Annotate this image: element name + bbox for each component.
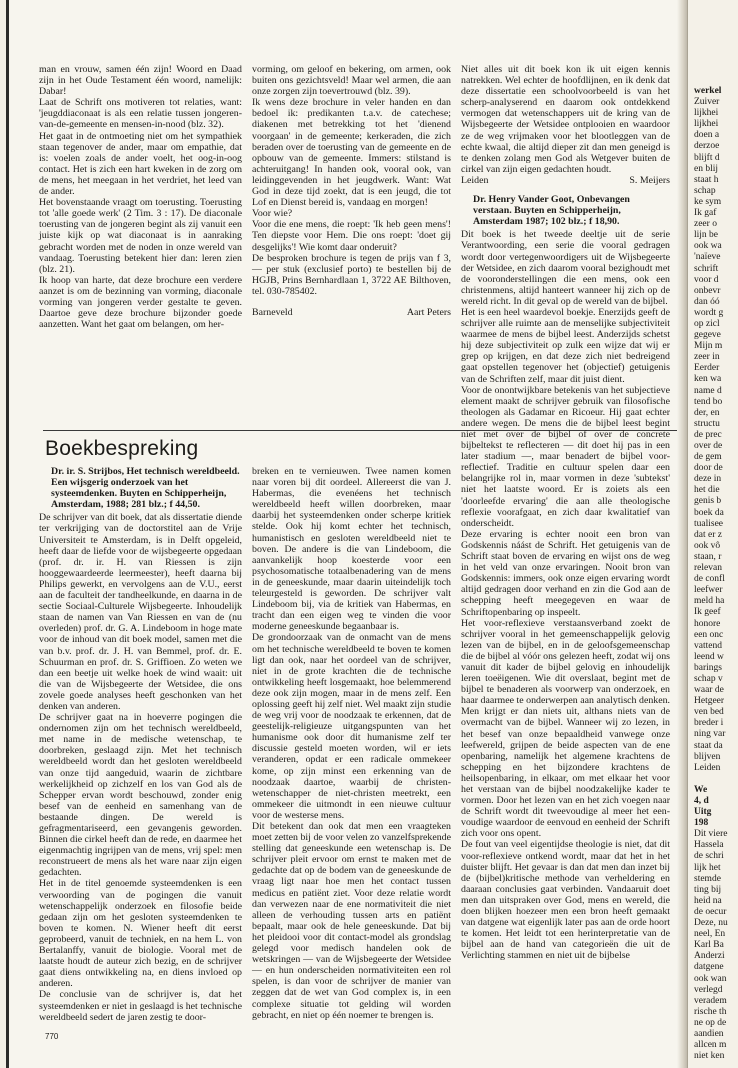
facing-page-line: leend w — [694, 651, 724, 662]
paragraph: De besproken brochure is tegen de prijs van f 3,— per stuk (exclusief porto) te bestellen bij de HGJB, Prins Bernhardlaan 1, 3722 AE Bilthoven, tel. 030-785402. — [252, 252, 451, 297]
paragraph: Laat de Schrift ons motiveren tot relaties, want: 'jeugddiaconaat is als een relatie tussen jongeren-van-de-gemeente en mensen-in-nood (blz. 32). — [39, 97, 242, 131]
facing-page-line: schap v — [694, 673, 723, 684]
facing-page-line: Leiden — [694, 762, 721, 773]
paragraph: Het is een heel waardevol boekje. Enerzijds geeft de schrijver alle ruimte aan de menselijke subjectiviteit waarmee de mens de bijbel leest. Anderzijds schetst hij deze subjectiviteit op zulk een wijze dat wij er grep op krijgen, en dat deze zich niet bedreigend gaat opstellen tegenover het (objectief) getuigenis van de Schriften zelf, maar dit juist dient. — [461, 306, 670, 385]
facing-page-line: over de — [694, 441, 723, 451]
facing-page-line: de gem — [694, 452, 722, 463]
facing-page-line: op zicl — [694, 318, 720, 329]
facing-page-line: Karl Ba — [694, 940, 724, 951]
facing-page-line: Zuiver — [694, 97, 720, 108]
facing-page-line: wordt g — [694, 307, 724, 318]
facing-page-line: ken wa — [694, 374, 722, 385]
facing-page-line: zeer o — [694, 219, 717, 230]
review-1-column-2 — [252, 466, 451, 1021]
facing-page-line: onbevr — [694, 285, 721, 296]
facing-page-line: 4, d — [694, 796, 709, 806]
paragraph: Ik wens deze brochure in veler handen en dan bedoel ik: predikanten t.a.v. de catechese; diakenen met betrekking tot het 'dienend voorgaan' in de gemeente; kerkeraden, die zich beraden over de toerusting van de gemeente en de opbouw van de gemeente. Immers: stilstand is achteruitgang! In handen ook, vooral ook, van leidinggevenden in het jeugdwerk. Want: Wat God in deze tijd zoekt, dat is een jeugd, die tot Lof en Dienst bereid is, vandaag en morgen! — [252, 97, 451, 209]
facing-page-line: door de — [694, 463, 723, 474]
facing-page-line: lijn be — [694, 230, 719, 241]
facing-page-line: derzoe — [694, 141, 720, 152]
book-gutter — [677, 0, 687, 1068]
facing-page-line: neel, En — [694, 929, 726, 940]
facing-page-line: barings — [694, 662, 722, 673]
column-top-left — [39, 64, 242, 330]
facing-page-line: breder i — [694, 718, 724, 729]
facing-page-line: dan óó — [694, 296, 720, 307]
signature-name: S. Meijers — [629, 174, 670, 186]
facing-page-line: ook wa — [694, 241, 722, 252]
facing-page-line: Deze, nu — [694, 918, 728, 929]
signature-place: Barneveld — [252, 306, 293, 318]
facing-page-line: stemde — [694, 873, 721, 884]
facing-page-line: werkel — [694, 86, 722, 96]
facing-page-line: relevan — [694, 563, 722, 574]
facing-page-line: heid na — [694, 895, 722, 906]
paragraph: Deze ervaring is echter nooit een bron van Godskennis náást de Schrift. Het getuigenis van de Schrift staat boven de ervaring en wijst ons de weg in het veld van onze ervaringen. Nooit bron van Godskennis: immers, ook onze eigen ervaring wordt altijd gedragen door verhand en zin die God aan de schepping heeft meegegeven en waar de Schriftopenbaring op inspeelt. — [461, 528, 670, 618]
facing-page-line: We — [694, 784, 708, 795]
facing-page-line: Dit viere — [694, 829, 728, 840]
paragraph: breken en te vernieuwen. Twee namen komen naar voren bij dit oordeel. Allereerst die van J. Habermas, die evenéens het technisch wereldbeeld heeft willen doorbreken, maar daarbij het systeemdenken onder scherpe kritiek stelde. Ook hij komt echter het technisch, humanistisch en gesloten wereldbeeld niet te boven. De andere is die van Lindeboom, die aanvankelijk hoop koesterde voor een psychosomatische totaalbenadering van de mens in de geneeskunde, maar daarin uiteindelijk toch teleurgesteld is geworden. De schrijver valt Lindeboom bij, via de kritiek van Habermas, en tracht dan een eigen weg te vinden die voor moderne geneeskunde begaanbaar is. — [252, 466, 451, 633]
facing-page-line: lijkhei — [694, 119, 719, 130]
paragraph: De conclusie van de schrijver is, dat het systeemdenken er niet in geslaagd is het technische wereldbeeld sedert de jaren zestig te door- — [39, 989, 242, 1023]
facing-page-line: ook wan — [694, 973, 727, 984]
paragraph: De schrijver gaat na in hoeverre pogingen die ondernomen zijn om het technisch wereldbeeld, met name in de medische wetenschap, te doorbreken, geslaagd zijn. Met het technisch wereldbeeld wordt dan het gesloten wereldbeeld van onze tijd aangeduid, waarin de zichtbare werkelijkheid op zichzelf en los van God als de Schepper ervan wordt beschouwd, zonder enig besef van de eenheid en samenhang van de bestaande dingen. De wereld is gefragmentariseerd, een gevangenis geworden. Binnen die cirkel heeft dan de rede, en daarmee het eigenmachtig ingrijpen van de mens, vrij spel: men reconstrueert de mens als het ware naar zijn eigen gedachten. — [39, 712, 242, 879]
review-1-column-1 — [39, 466, 242, 1023]
paragraph: Dit betekent dan ook dat men een vraagteken moet zetten bij de voor velen zo vanzelfsprekende stelling dat geneeskunde een wetenschap is. De schrijver pleit ervoor om ernst te maken met de gedachte dat op de bodem van de geneeskunde de vraag ligt naar hoe men het contact tussen medicus en patiënt ziet. Voor deze relatie wordt dan verwezen naar de ene normativiteit die niet alleen de verhouding tussen arts en patiënt bepaalt, maar ook de hele geneeskunde. Dat bij het pleidooi voor dit contact-model als grondslag gelegd voor medisch handelen ook de wetskringen — van de Wijsbegeerte der Wetsidee — en hun onderscheiden normativiteiten een rol spelen, is dan voor de schrijver de manier van zeggen dat de wet van God complex is, in een complexe situatie tot gelding wil worden gebracht, en niet op één noemer te brengen is. — [252, 821, 451, 1021]
facing-page-line: de prec — [694, 429, 722, 440]
facing-page-line: tualisee — [694, 518, 724, 529]
facing-page-line: zeer in — [694, 352, 720, 363]
facing-page-line: genis b — [694, 496, 722, 507]
facing-page-line: structu — [694, 418, 720, 429]
facing-page-line: Anderzi — [694, 951, 725, 962]
facing-page-line: 'naïeve — [694, 252, 721, 263]
paragraph: De fout van veel eigentijdse theologie is niet, dat dit voor-reflexieve ontkend wordt, maar dat het in het duister blijft. Het gevaar is dan dat men dan inzet bij de (bijbel)kritische methode van verheldering en daaraan conclusies gaat verbinden. Vandaaruit doet men dan uitspraken over God, mens en wereld, die doen blijken hoezeer men een bron heeft gemaakt van datgene wat eigenlijk later pas aan de orde hoort te komen. Het leidt tot een herinterpretatie van de bijbel aan de hand van categorieën die uit de Verlichting stammen en niet uit de bijbelse — [461, 839, 670, 962]
review-1-heading: Dr. ir. S. Strijbos, Het technisch wereldbeeld. Een wijsgerig onderzoek van het systeemdenken. Buyten en Schipperheijn, Amsterdam, 1988; 281 blz.; f 44,50. — [51, 466, 240, 511]
facing-page-line: Hetgeer — [694, 696, 725, 707]
paragraph: Ik hoop van harte, dat deze brochure een verdere aanzet is om de bezinning van vorming, diaconale vorming van jongeren verder gestalte te geven. Daartoe geve deze brochure bijzonder goede aanzetten. Want het gaat om belangen, om her- — [39, 274, 242, 331]
facing-page-line: staat da — [694, 740, 723, 751]
column-right — [461, 64, 670, 962]
paragraph: Voor wie? — [252, 208, 293, 220]
facing-page-line: meld ha — [694, 596, 725, 607]
facing-page-line: lijkhei — [694, 108, 719, 119]
magazine-page — [6, 0, 711, 1068]
facing-page-line: staat h — [694, 174, 719, 185]
facing-page-line: ven bed — [694, 707, 724, 718]
paragraph: Voor de onontwijkbare betekenis van het subjectieve element maakt de schrijver gebruik van filosofische theologen als Gadamar en Ricoeur. Hij gaat echter andere wegen. De mens die de bijbel leest begint niet met over de bijbel of over de concrete bijbeltekst te reflecteren — dit doet hij pas in een later stadium —, maar benadert de bijbel voor-reflectief. Traditie en cultuur spelen daar een belangrijke rol in, maar vormen in deze 'subtekst' niet het laatste woord. Er is zoiets als een 'doorleefde ervaring' die aan alle theologische reflexie voorafgaat, en zich daar kwalitatief van onderscheidt. — [461, 384, 670, 529]
facing-page-line: aandien — [694, 1028, 724, 1039]
facing-page-line: en blij — [694, 163, 719, 174]
facing-page-line: deze in — [694, 474, 722, 485]
facing-page-line: boek da — [694, 507, 724, 518]
facing-page-line: Eerder — [694, 363, 720, 374]
facing-page-line: allcen m — [694, 1040, 727, 1051]
facing-page-line: tend bo — [694, 396, 723, 407]
review-2-heading: Dr. Henry Vander Goot, Onbevangen verstaan. Buyten en Schipperheijn, Amsterdam 1987; 102 blz.; f 18,90. — [473, 194, 630, 228]
signature-place: Leiden — [461, 174, 489, 186]
facing-page-line: het die — [694, 485, 720, 496]
facing-page-line: de oecur — [694, 906, 727, 917]
paragraph: Het bovenstaande vraagt om toerusting. Toerusting tot 'alle goede werk' (2 Tim. 3 : 17). De diaconale toerusting van de jongeren begint als zij vanuit een juiste kijk op wat diaconaat is in aanraking gebracht worden met de noden in onze wereld van vandaag. Toerusting betekent hier dan: leren zien (blz. 21). — [39, 197, 242, 275]
facing-page-line: Ik geef — [694, 607, 721, 618]
facing-page-line: ke sym — [694, 196, 722, 207]
facing-page-line: veradem — [694, 995, 727, 1006]
facing-page-line: gegeve — [694, 330, 721, 341]
facing-page-line: verlegd — [694, 984, 723, 995]
facing-page-line: Uitg — [694, 807, 712, 818]
facing-page-line: 198 — [694, 818, 709, 829]
facing-page-line: leefwer — [694, 585, 723, 596]
paragraph: man en vrouw, samen één zijn! Woord en Daad zijn in het Oude Testament één woord, namelijk: Dabar! — [39, 64, 242, 98]
facing-page-line: ning var — [694, 729, 726, 740]
facing-page-line: Hassela — [694, 840, 724, 851]
facing-page-edge — [687, 0, 738, 1068]
facing-page-line: Ik gaf — [694, 208, 717, 219]
facing-page-line: voor d — [694, 274, 719, 285]
paragraph: Het gaat in de ontmoeting niet om het sympathiek staan tegenover de ander, maar om empathie, dat is: voelen zoals de ander voelt, het oog-in-oog contact. Het is zich een hart kweken in de zorg om de mens, het meegaan in het verdriet, het leed van de ander. — [39, 130, 242, 198]
facing-page-line: schrift — [694, 263, 719, 274]
facing-page-line: de schri — [694, 851, 724, 862]
paragraph: Het voor-reflexieve verstaansverband zoekt de schrijver vooral in het gemeenschappelijk gelovig lezen van de bijbel, en in de geloofsgemeenschap die de bijbel al vóór ons gelezen heeft, zodat wij ons vanuit dit kader de bijbel gelovig en inhoudelijk leren toeëigenen. Wie dit overslaat, begint met de bijbel te benaderen als voorwerp van onderzoek, en haar daarmee te onderwerpen aan analytisch denken. Men krijgt er dan niets uit, althans niets van de overmacht van de bijbel. Wanneer wij zo lezen, in het besef van onze bepaaldheid vanwege onze leefwereld, grijpen de beide aspecten van de ene openbaring, namelijk het algemene krachtens de schepping en het bijzondere krachtens de heilsopenbaring, in elkaar, om met elkaar het voor het verstaan van de bijbel noodzakelijke kader te vormen. Door het lezen van en het zich voegen naar de Schrift wordt dit tweevoudige al meer het een-voudige waardoor de eenvoud en eenheid der Schrift zich voor ons opent. — [461, 617, 670, 840]
facing-page-line: lijk het — [694, 862, 721, 873]
facing-page-line: schap — [694, 185, 716, 196]
signature — [252, 307, 451, 318]
facing-page-line: name d — [694, 385, 722, 396]
page-number: 770 — [45, 1032, 59, 1041]
facing-page-line: ook vô — [694, 540, 721, 551]
facing-page-line: staan, r — [694, 551, 722, 562]
paragraph: Het in de titel genoemde systeemdenken is een verwoording van de pogingen die vanuit wetenschappelijk onderzoek en filosofie beide gedaan zijn om het gesloten systeemdenken te boven te komen. N. Wiener heeft dit eerst geprobeerd, vanuit de techniek, en na hem L. von Bertalanffy, vanuit de biologie. Vooral met de laatste houdt de auteur zich bezig, en de schrijver gaat diens ontwikkeling na, en diens invloed op anderen. — [39, 878, 242, 990]
paragraph: De schrijver van dit boek, dat als dissertatie diende ter verkrijging van de doctorstitel aan de Vrije Universiteit te Amsterdam, is in Delft opgeleid, heeft daar de liefde voor de wijsbegeerte opgedaan (prof. dr. ir. H. van Riessen is zijn hooggewaardeerde leermeester), heeft daarna bij Philips gewerkt, en vervolgens aan de V.U., eerst aan de faculteit der tandheelkunde, en daarna in de sectie Sociaal-Culturele Wijsbegeerte. Inhoudelijk staan de namen van Van Riessen en van de (nu overleden) prof. dr. G. A. Lindeboom in hoge mate voor de inhoud van dit boek model, samen met die van b.v. prof. dr. J. H. van Bemmel, prof. dr. E. Schuurman en prof. dr. S. Griffioen. Zo weten we dan een beetje uit welke hoek de wind waait: uit die van de Wijsbegeerte der Wetsidee, die ons zovele goede analyses heeft geschonken van het denken van anderen. — [39, 512, 242, 712]
paragraph: Niet alles uit dit boek kon ik uit eigen kennis natrekken. Wel echter de hoofdlijnen, en ik denk dat deze dissertatie een schoolvoorbeeld is van het scherp-analyserend en daarom ook ontdekkend vermogen dat wetenschappers uit de kring van de Wijsbegeerte der Wetsidee ontplooien en waardoor ze de weg vrijmaken voor het blootleggen van de echte kwaal, die altijd dieper zit dan men geneigd is te denken zolang men God als Wetgever buiten de cirkel van zijn eigen gedachten houdt. — [461, 64, 670, 175]
signature-name: Aart Peters — [406, 306, 451, 318]
facing-page-line: datgene — [694, 962, 724, 973]
facing-page-line: blijft d — [694, 152, 720, 163]
facing-page-line: een onc — [694, 629, 724, 640]
facing-page-line: rische th — [694, 1006, 727, 1017]
facing-page-line: blijven — [694, 751, 721, 762]
section-title: Boekbespreking — [45, 437, 199, 460]
facing-page-line: dat er z — [694, 529, 722, 540]
facing-page-line: waar de — [694, 685, 724, 696]
column-top-middle — [252, 64, 451, 318]
facing-page-fragments — [688, 86, 728, 1062]
facing-page-line: ting bij — [694, 884, 722, 895]
paragraph: De grondoorzaak van de onmacht van de mens om het technische wereldbeeld te boven te komen ligt dan ook, naar het oordeel van de schrijver, niet in de grote krachten die de technische ontwikkeling heeft losgemaakt, hoe belemmerend deze ook zijn mogen, maar in de mens zelf. Een oplossing geeft hij zelf niet. Wel maakt zijn studie de weg vrij voor de noodzaak te erkennen, dat de geestelijk-religieuze uitgangspunten van het humanisme ook door dit humanisme zelf ter discussie gesteld moeten worden, wil er iets veranderen, opdat er een radicale ommekeer kome, op zijn minst een erkenning van de noodzaak daartoe, waarbij de christen-wetenschapper de niet-christen meetrekt, een ommekeer die uitmondt in een nieuwe cultuur voor de westerse mens. — [252, 632, 451, 821]
paragraph: Voor die ene mens, die roept: 'Ik heb geen mens'! Ten diepste voor Hem. Die ons roept: 'doet gij desgelijks'! Wie komt daar onderuit? — [252, 219, 451, 253]
facing-page-line: ne op de — [694, 1017, 727, 1028]
facing-page-line: der, en — [694, 407, 720, 418]
signature — [461, 175, 670, 186]
paragraph: vorming, om geloof en bekering, om armen, ook buiten ons gezichtsveld! Maar wel armen, die aan onze zorgen zijn toevertrouwd (blz. 39). — [252, 64, 451, 98]
facing-page-line: doen a — [694, 130, 720, 141]
facing-page-line: Mijn m — [694, 341, 723, 352]
facing-page-line — [688, 774, 728, 785]
facing-page-line: honore — [694, 618, 721, 629]
facing-page-line: de confl — [694, 574, 725, 585]
facing-page-line: vattend — [694, 640, 722, 651]
facing-page-line: niet ken — [694, 1051, 725, 1062]
paragraph: Dit boek is het tweede deeltje uit de serie Verantwoording, een serie die vooral gedragen wordt door vertegenwoordigers uit de Wijsbegeerte der Wetsidee, en zich daarom vooral bezighoudt met de vooronderstellingen die een mens, ook een christenmens, altijd hanteert wanneer hij zich op de wereld richt. In dit geval op de wereld van de bijbel. — [461, 229, 670, 307]
